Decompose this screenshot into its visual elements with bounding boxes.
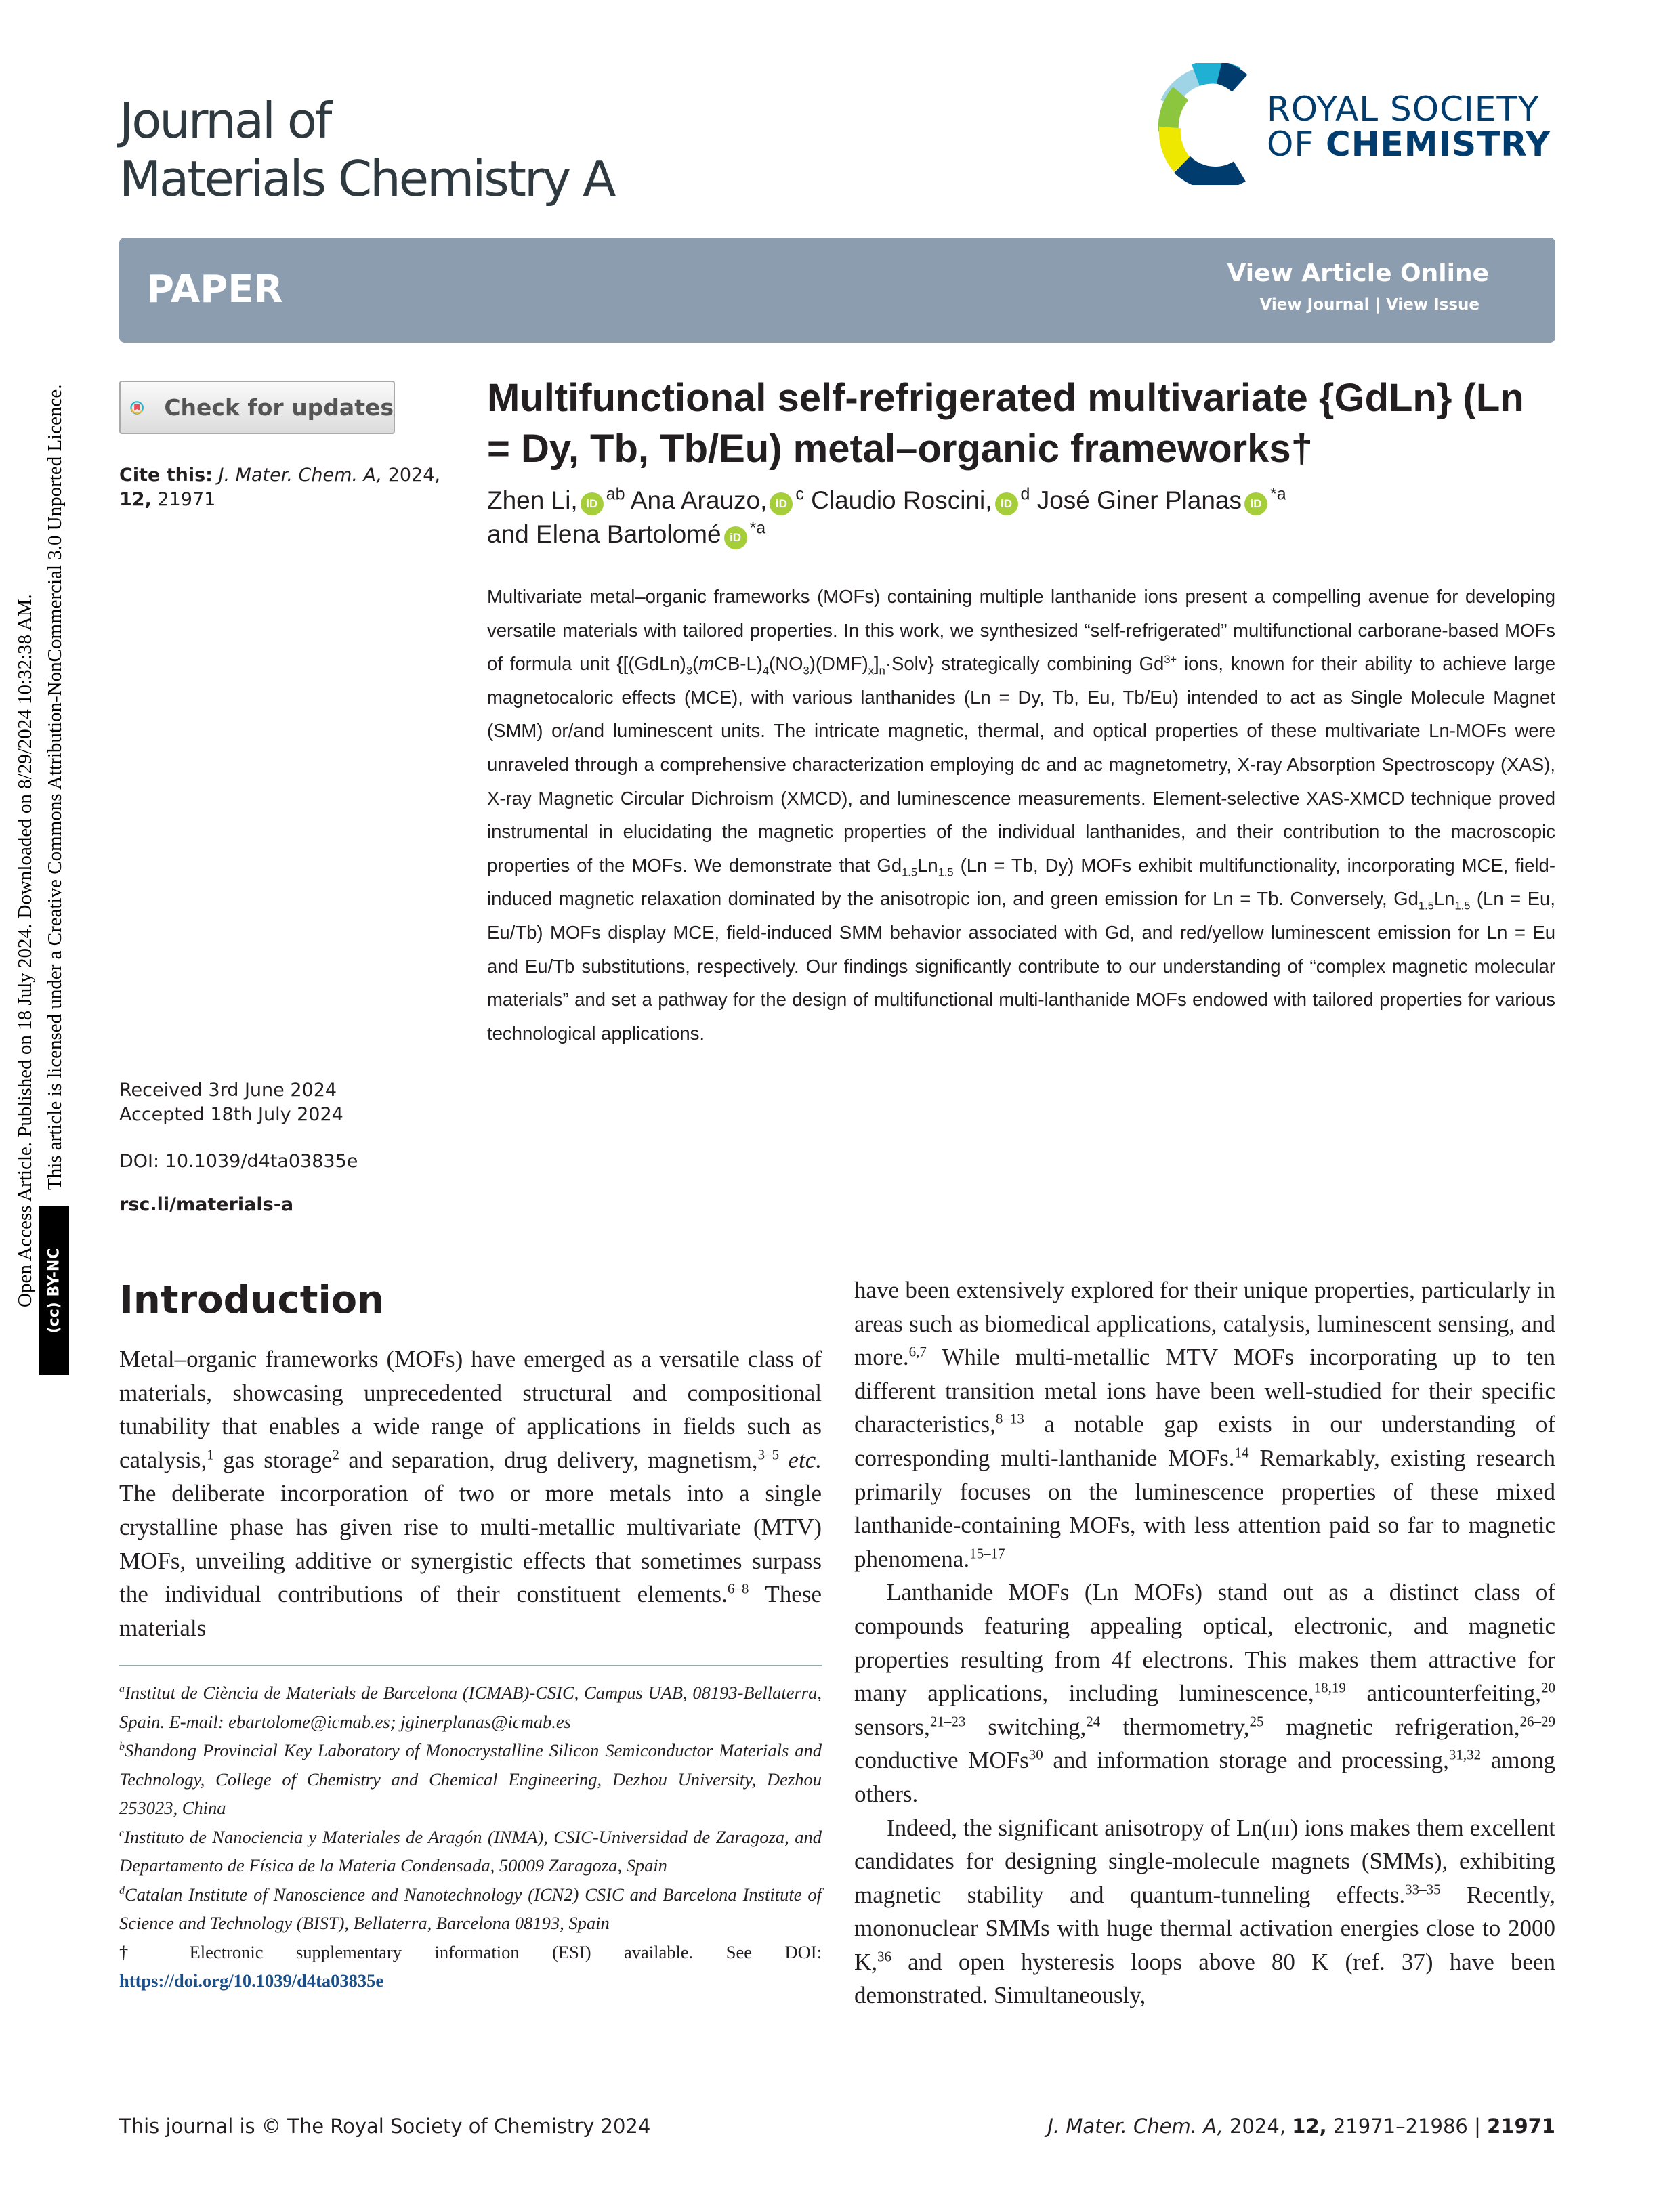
author-name: Zhen Li, — [487, 486, 578, 514]
text-run: ] — [874, 653, 879, 675]
footer-pages: 21971–21986 — [1332, 2115, 1468, 2138]
cite-year: 2024, — [387, 465, 440, 486]
footnote-text: Institut de Ciència de Materials de Barcelona (ICMAB)-CSIC, Campus UAB, 08193-Bellaterra, Spain. E-mail: ebartolome@icmab.es; jginerplanas@icmab.es — [119, 1683, 822, 1732]
superscript: 33–35 — [1405, 1881, 1441, 1898]
banner-links — [1260, 296, 1479, 314]
orcid-icon[interactable]: iD — [581, 492, 604, 515]
subscript: 3 — [686, 664, 693, 677]
licence-notice[interactable]: This article is licensed under a Creative Commons Attribution-NonCommercial 3.0 Unported Licence. — [44, 384, 66, 1190]
esi-footnote — [119, 1938, 822, 1995]
footer-volume: 12, — [1292, 2115, 1327, 2138]
author-affiliation-mark: *a — [749, 518, 766, 538]
superscript: 30 — [1028, 1746, 1043, 1763]
text-run: anticounterfeiting, — [1345, 1680, 1542, 1707]
received-date: Received 3rd June 2024 — [119, 1080, 337, 1101]
crossmark-icon — [130, 389, 144, 427]
italic-text: m — [698, 653, 715, 675]
link-separator: | — [1374, 296, 1381, 314]
text-run: and separation, drug delivery, magnetism, — [339, 1446, 758, 1473]
logo-line2 — [1267, 125, 1551, 163]
check-for-updates-button[interactable] — [119, 381, 395, 434]
esi-doi-link[interactable]: https://doi.org/10.1039/d4ta03835e — [119, 1970, 384, 1991]
superscript: 31,32 — [1448, 1746, 1482, 1763]
text-run — [779, 1447, 788, 1473]
author-affiliation-mark: d — [1020, 484, 1030, 504]
article-header — [487, 373, 1555, 1050]
intro-left-column — [119, 1342, 822, 1645]
text-run: (Ln = Tb, Dy) MOFs exhibit multifunctionality, incorporating MCE, field-induced magnetic relaxation dominated by the anisotropic ion, and green emission for Ln = Tb. Conversely, Gd — [487, 854, 1555, 910]
footer-separator: | — [1474, 2115, 1481, 2138]
abstract — [487, 580, 1555, 1050]
text-run: gas storage — [213, 1446, 333, 1473]
footnote-text: Catalan Institute of Nanoscience and Nanotechnology (ICN2) CSIC and Barcelona Institute of Science and Technology (BIST), Bellaterra, Barcelona 08193, Spain — [119, 1884, 822, 1934]
publication-notice: Open Access Article. Published on 18 July 2024. Downloaded on 8/29/2024 10:32:38 AM. — [14, 594, 36, 1307]
orcid-icon[interactable]: iD — [724, 526, 747, 549]
view-journal-link[interactable]: View Journal — [1259, 296, 1370, 314]
text-run: ·Solv} strategically combining Gd — [885, 653, 1164, 675]
journal-url-link[interactable]: rsc.li/materials-a — [119, 1194, 294, 1215]
subscript: 1.5 — [902, 866, 918, 879]
text-run: ions, known for their ability to achieve large magnetocaloric effects (MCE), with various lanthanides (Ln = Dy, Tb, Eu, Tb/Eu) intended to act as Single Molecule Magnet (SMM) or/and luminescent units. The intricate magnetic, thermal, and optical properties of these multivariate Ln-MOFs were unraveled through a comprehensive characterization employing dc and ac magnetometry, X-ray Absorption Spectroscopy (XAS), X-ray Magnetic Circular Dichroism (XMCD), and luminescence measurements. Element-selective XAS-XMCD technique proved instrumental in elucidating the magnetic properties of the individual lanthanides, and their contribution to the macroscopic properties of the MOFs. We demonstrate that Gd — [487, 653, 1555, 876]
subscript: x — [868, 664, 875, 677]
subscript: 1.5 — [1418, 900, 1434, 912]
intro-paragraph — [854, 1811, 1555, 2013]
cc-license-badge-label: (cc) BY-NC — [45, 1248, 63, 1333]
logo-chemistry: CHEMISTRY — [1326, 125, 1551, 164]
rsc-c-mark-icon — [1155, 63, 1257, 185]
text-run: Multivariate metal–organic frameworks (MOFs) containing multiple lanthanide ions present a compelling avenue for developing versatile materials with tailored properties. In this work, we synthesized “self-refrigerated” multifunctional carborane-based MOFs of formula unit {[(GdLn) — [487, 586, 1555, 675]
cite-page: 21971 — [157, 489, 216, 510]
esi-text: † Electronic supplementary information (ESI) available. See DOI: — [119, 1941, 822, 1962]
subscript: n — [879, 664, 885, 677]
footnote-text: Instituto de Nanociencia y Materiales de Aragón (INMA), CSIC-Universidad de Zaragoza, and Departamento de Física de la Materia Condensada, 50009 Zaragoza, Spain — [119, 1826, 822, 1876]
text-run: The deliberate incorporation of two or more metals into a single crystalline phase has given rise to multi-metallic multivariate (MTV) MOFs, unveiling additive or synergistic effects that sometimes surpass the individual contributions of their constituent elements. — [119, 1480, 822, 1608]
text-run: a notable gap exists in our understanding of corresponding multi-lanthanide MOFs. — [854, 1411, 1555, 1471]
author[interactable] — [811, 486, 1030, 514]
author[interactable] — [631, 486, 804, 514]
affiliation-footnote — [119, 1678, 822, 1736]
footer-year: 2024, — [1230, 2115, 1286, 2138]
text-run: Ln — [917, 854, 938, 876]
author-affiliation-mark: *a — [1270, 484, 1286, 504]
subscript: 4 — [762, 664, 770, 677]
doi[interactable]: DOI: 10.1039/d4ta03835e — [119, 1151, 358, 1172]
article-type-banner — [119, 238, 1555, 343]
footer-journal: J. Mater. Chem. A, — [1047, 2115, 1223, 2138]
superscript: 26–29 — [1519, 1713, 1555, 1730]
text-run: Indeed, the significant anisotropy of Ln(ɪɪɪ) ions makes them excellent candidates for designing single-molecule magnets (SMMs), exhibiting magnetic stability and quantum-tunneling effects. — [854, 1814, 1555, 1908]
superscript: 1 — [207, 1446, 214, 1463]
italic-text: etc. — [788, 1446, 822, 1473]
section-heading-introduction: Introduction — [119, 1278, 385, 1322]
superscript: 6,7 — [908, 1343, 927, 1360]
cite-volume: 12, — [119, 489, 152, 510]
superscript: 2 — [332, 1446, 339, 1463]
text-run: (Ln = Eu, Eu/Tb) MOFs display MCE, field-induced SMM behavior associated with Gd, and red/yellow luminescent emission for Ln = Eu and Eu/Tb substitutions, respectively. Our findings significantly contribute to our understanding of “complex magnetic molecular materials” and set a pathway for the design of multifunctional multi-lanthanide MOFs endowed with tailored properties for various technological applications. — [487, 888, 1555, 1044]
text-run: Remarkably, existing research primarily focuses on the luminescence properties of these mixed lanthanide-containing MOFs, with less attention paid so far to magnetic phenomena. — [854, 1444, 1555, 1572]
journal-title — [119, 91, 614, 208]
view-issue-link[interactable]: View Issue — [1385, 296, 1479, 314]
accepted-date: Accepted 18th July 2024 — [119, 1104, 343, 1125]
left-column — [119, 1273, 822, 1995]
text-run: sensors, — [854, 1713, 930, 1740]
subscript: 1.5 — [938, 866, 954, 879]
check-for-updates-label: Check for updates — [164, 394, 394, 421]
cc-license-badge[interactable] — [39, 1206, 69, 1375]
footer-citation — [1047, 2115, 1555, 2138]
page-number: 21971 — [1487, 2115, 1555, 2138]
text-run: ( — [692, 653, 699, 675]
superscript: 3+ — [1164, 654, 1177, 667]
text-run: )(DMF) — [809, 653, 868, 675]
footnote-text: Shandong Provincial Key Laboratory of Monocrystalline Silicon Semiconductor Materials and Technology, College of Chemistry and Chemical Engineering, Dezhou University, Dezhou 253023, China — [119, 1740, 822, 1819]
citation — [119, 463, 458, 512]
rsc-logo[interactable] — [1155, 63, 1561, 185]
footnote-mark: b — [119, 1741, 125, 1753]
text-run: These materials — [119, 1581, 822, 1641]
superscript: 21–23 — [929, 1713, 966, 1730]
superscript: 8–13 — [995, 1410, 1024, 1427]
text-run: Lanthanide MOFs (Ln MOFs) stand out as a distinct class of compounds featuring appealing optical, electronic, and magnetic properties resulting from 4f electrons. This makes them attractive for many applications, including luminescence, — [854, 1579, 1555, 1707]
orcid-icon[interactable]: iD — [995, 492, 1018, 515]
logo-line1: ROYAL SOCIETY — [1267, 89, 1540, 129]
text-run: conductive MOFs — [854, 1747, 1029, 1774]
logo-of: OF — [1267, 125, 1326, 164]
affiliation-footnote — [119, 1880, 822, 1938]
text-run: While multi-metallic MTV MOFs incorporating up to ten different transition metal ions have been well-studied for their specific characteristics, — [854, 1344, 1555, 1438]
journal-title-line1: Journal of — [119, 92, 331, 149]
text-run: and information storage and processing, — [1043, 1747, 1449, 1774]
superscript: 14 — [1234, 1444, 1249, 1461]
author[interactable] — [487, 520, 765, 548]
cite-journal: J. Mater. Chem. A, — [218, 465, 383, 486]
superscript: 3–5 — [757, 1446, 780, 1463]
text-run: among others. — [854, 1747, 1555, 1807]
intro-paragraph — [854, 1575, 1555, 1811]
author-name: and Elena Bartolomé — [487, 520, 721, 548]
view-article-online-link[interactable]: View Article Online — [1227, 259, 1489, 287]
text-run: Ln — [1433, 888, 1455, 910]
author-list — [487, 484, 1555, 551]
text-run: Recently, mononuclear SMMs with huge thermal activation energies close to 2000 K, — [854, 1881, 1556, 1975]
superscript: 25 — [1249, 1713, 1264, 1730]
subscript: 3 — [803, 664, 810, 677]
text-run: and open hysteresis loops above 80 K (ref. 37) have been demonstrated. Simultaneously, — [854, 1948, 1555, 2009]
footnote-divider — [119, 1665, 822, 1666]
text-run: (NO — [769, 653, 803, 675]
article-dates — [119, 1078, 343, 1127]
affiliation-footnote — [119, 1736, 822, 1823]
author-name: José Giner Planas — [1036, 486, 1242, 514]
text-run: have been extensively explored for their unique properties, particularly in areas such as biomedical applications, catalysis, luminescent sensing, and more. — [854, 1277, 1555, 1371]
superscript: 15–17 — [969, 1545, 1005, 1562]
subscript: 1.5 — [1454, 900, 1471, 912]
footnote-mark: a — [119, 1683, 125, 1695]
superscript: 20 — [1541, 1679, 1556, 1696]
footnote-mark: d — [119, 1885, 125, 1897]
superscript: 6–8 — [727, 1580, 749, 1597]
author[interactable] — [1037, 486, 1286, 514]
superscript: 36 — [877, 1948, 892, 1965]
intro-paragraph — [854, 1273, 1555, 1575]
text-run: Metal–organic frameworks (MOFs) have emerged as a versatile class of materials, showcasing unprecedented structural and compositional tunability that enables a wide range of applications in fields such as catalysis, — [119, 1346, 822, 1473]
text-run: CB-L) — [714, 653, 763, 675]
superscript: 24 — [1086, 1713, 1101, 1730]
article-type-label: PAPER — [146, 268, 283, 312]
cite-label: Cite this: — [119, 465, 213, 486]
footer-copyright: This journal is © The Royal Society of Chemistry 2024 — [119, 2115, 651, 2138]
intro-right-column — [854, 1273, 1555, 2012]
author-name: Claudio Roscini, — [811, 486, 992, 514]
article-title: Multifunctional self-refrigerated multivariate {GdLn} (Ln = Dy, Tb, Tb/Eu) metal–organic frameworks† — [487, 376, 1524, 471]
orcid-icon[interactable]: iD — [1244, 492, 1267, 515]
author[interactable] — [487, 486, 625, 514]
journal-title-line2: Materials Chemistry A — [119, 150, 614, 207]
author-affiliation-mark: c — [795, 484, 804, 504]
author-name: Ana Arauzo, — [630, 486, 768, 514]
author-affiliation-mark: ab — [606, 484, 625, 504]
superscript: 18,19 — [1314, 1679, 1346, 1696]
text-run: magnetic refrigeration, — [1263, 1713, 1520, 1740]
affiliation-footnote — [119, 1823, 822, 1880]
footnotes — [119, 1678, 822, 1995]
text-run: switching, — [965, 1713, 1087, 1740]
text-run: thermometry, — [1100, 1713, 1250, 1740]
footnote-mark: c — [119, 1827, 125, 1840]
orcid-icon[interactable]: iD — [770, 492, 793, 515]
intro-paragraph — [119, 1342, 822, 1645]
